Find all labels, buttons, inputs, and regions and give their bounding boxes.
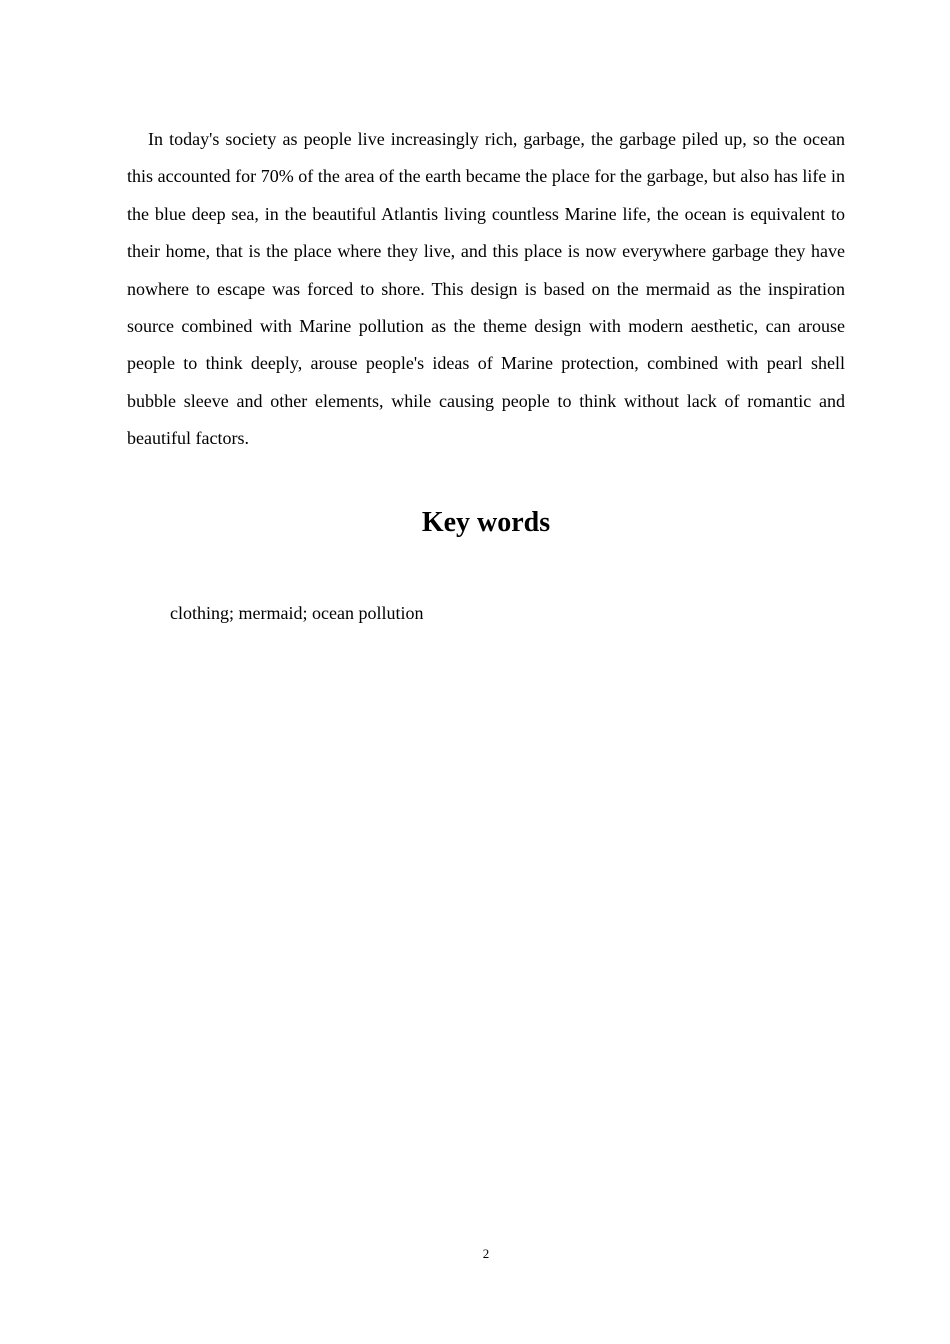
keywords-heading: Key words [421, 507, 551, 538]
page-number: 2 [482, 1246, 490, 1261]
keywords-list: clothing; mermaid; ocean pollution [170, 603, 424, 623]
abstract-paragraph: In today's society as people live increasingly rich, garbage, the garbage piled up, so the ocean this accounted for 70% of the area of the earth became the place for the garbage, but also has life in the blue deep sea, in the beautiful Atlantis living countless Marine life, the ocean is equivalent to their home, that is the place where they live, and this place is now everywhere garbage they have nowhere to escape was forced to shore. This design is based on the mermaid as the inspiration source combined with Marine pollution as the theme design with modern aesthetic, can arouse people to think deeply, arouse people's ideas of Marine protection, combined with pearl shell bubble sleeve and other elements, while causing people to think without lack of romantic and beautiful factors. [127, 129, 845, 449]
